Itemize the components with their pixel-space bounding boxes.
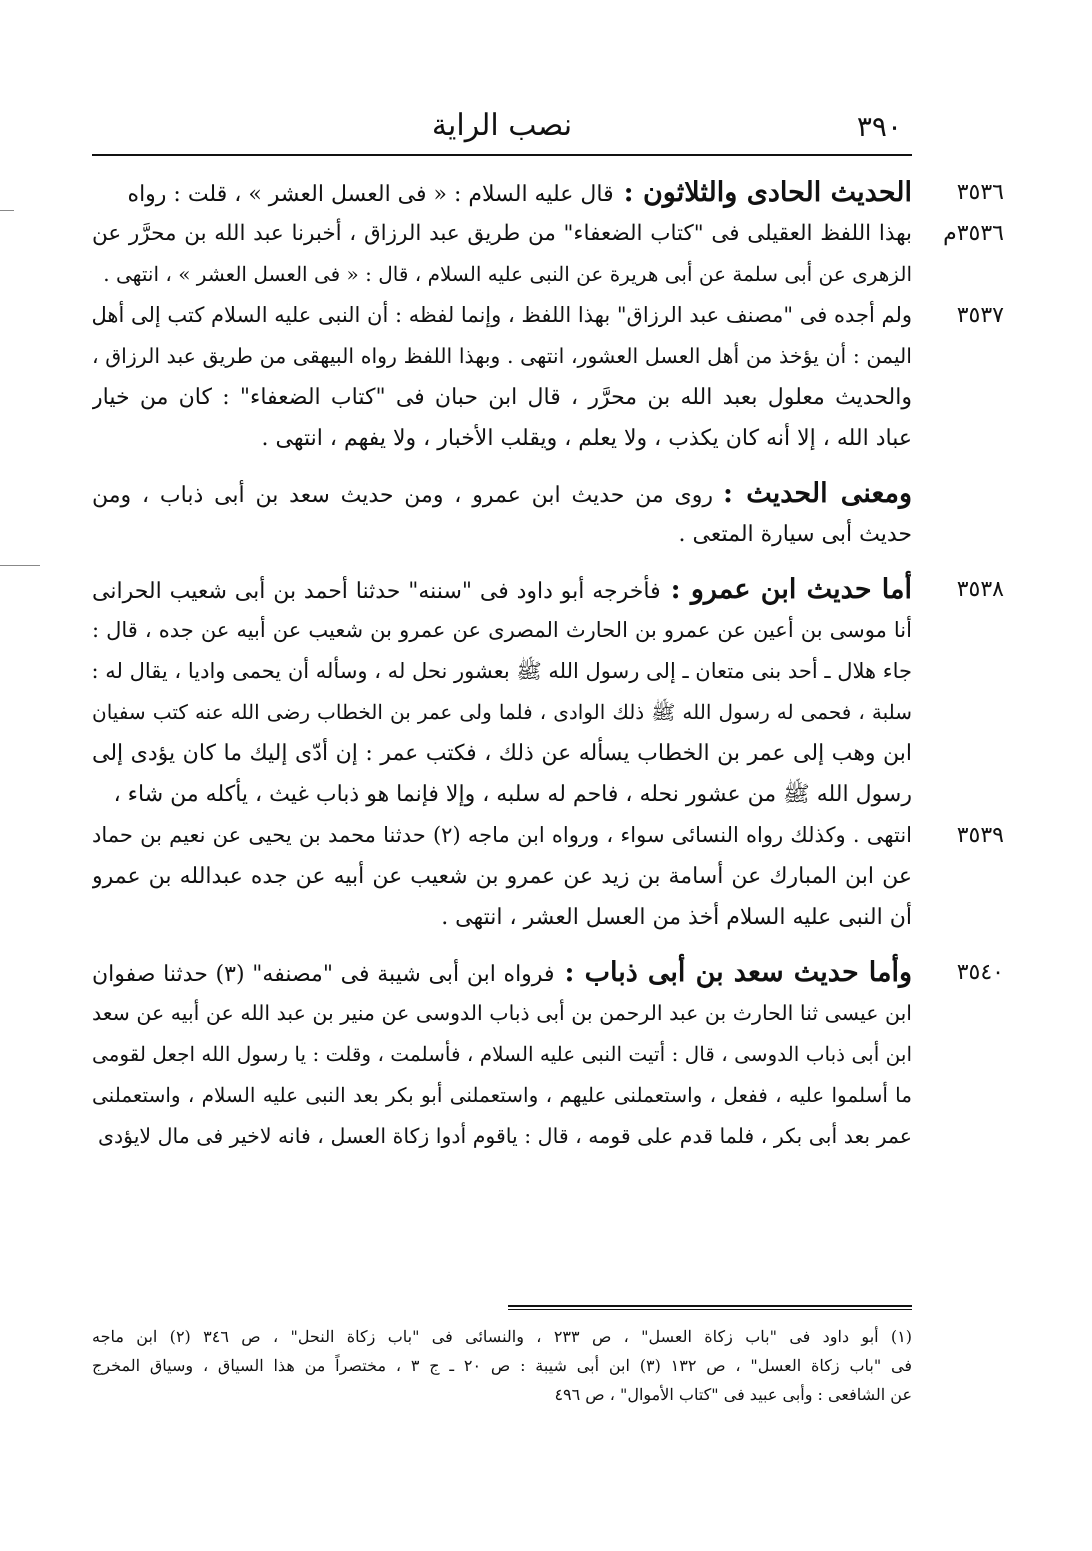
text-line	[92, 295, 912, 336]
line-text: ما أسلموا عليه ، ففعل ، واستعملنى عليهم ، واستعملنى أبو بكر بعد النبى عليه السلام ، واستعملنى	[92, 1083, 912, 1107]
text-line	[92, 774, 912, 815]
hadith-entry	[92, 815, 1004, 938]
text-line	[92, 569, 912, 610]
scan-mark	[0, 565, 40, 566]
text-line	[92, 1075, 912, 1116]
entry-number: ٣٥٤٠	[956, 960, 1004, 985]
footnote-line: (١) أبو داود فى "باب زكاة العسل" ، ص ٢٣٣ ، والنسائى فى "باب زكاة النحل" ، ص ٣٤٦ (٢) ابن ماجه	[92, 1327, 912, 1346]
text-line	[92, 1116, 912, 1157]
footnote-line: فى "باب زكاة العسل" ، ص ١٣٢ (٣) ابن أبى شيبة : ص ٢٠ ـ ج ٣ ، مختصراً من هذا السياق ، وسياق المخرج	[92, 1356, 912, 1375]
line-text: عباد الله ، إلا أنه كان يكذب ، ولا يعلم ، ويقلب الأخبار ، ولا يفهم ، انتهى .	[261, 426, 912, 451]
line-text: قال عليه السلام : « فى العسل العشر » ، قلت : رواه	[127, 182, 614, 207]
line-text: عمر بعد أبى بكر ، فلما قدم على قومه ، قال : ياقوم أدوا زكاة العسل ، فانه لاخير فى مال لايؤدى	[97, 1124, 912, 1148]
line-text: جاء هلال ـ أحد بنى متعان ـ إلى رسول الله ﷺ بعشور نحل له ، وسأله أن يحمى واديا ، يقال له :	[92, 659, 912, 683]
spacer	[92, 938, 912, 952]
footnotes	[92, 1322, 912, 1409]
footnote-line: عن الشافعى : وأبى عبيد فى "كتاب الأموال" ، ص ٤٩٦	[554, 1385, 912, 1404]
text-line	[92, 897, 912, 938]
section-heading: ومعنى الحديث :	[723, 478, 912, 509]
section-heading: الحديث الحادى والثلاثون :	[623, 177, 912, 208]
text-line	[92, 952, 912, 993]
line-text: روى من حديث ابن عمرو ، ومن حديث سعد بن أبى ذباب ، ومن	[92, 483, 714, 508]
hadith-entry	[92, 473, 912, 555]
line-text: فأخرجه أبو داود فى "سننه" حدثنا أحمد بن أبى شعيب الحرانى	[92, 579, 661, 604]
entry-number: ٣٥٣٦	[956, 180, 1004, 205]
text-line	[92, 213, 912, 254]
entry-number: ٣٥٣٩	[956, 823, 1004, 848]
text-line	[92, 254, 912, 295]
text-line	[92, 815, 912, 856]
line-text: الزهرى عن أبى سلمة عن أبى هريرة عن النبى عليه السلام ، قال : « فى العسل العشر » ، انتهى .	[103, 262, 912, 286]
line-text: عن ابن المبارك عن أسامة بن زيد عن عمرو بن شعيب عن أبيه عن جده عبدالله بن عمرو	[92, 864, 912, 889]
text-line	[92, 651, 912, 692]
line-text: فرواه ابن أبى شيبة فى "مصنفه" (٣) حدثنا صفوان	[92, 962, 555, 987]
text-line	[92, 733, 912, 774]
section-heading: وأما حديث سعد بن أبى ذباب :	[564, 957, 912, 988]
text-line	[92, 692, 912, 733]
text-line	[92, 514, 912, 555]
scan-mark	[0, 210, 14, 211]
entry-number: ٣٥٣٦م	[943, 221, 1004, 246]
text-line	[92, 377, 912, 418]
line-text: بهذا اللفظ العقيلى فى "كتاب الضعفاء" من طريق عبد الرزاق ، أخبرنا عبد الله بن محرَّر عن	[92, 221, 912, 246]
footnote-rule	[508, 1305, 912, 1307]
line-text: أنا موسى بن أعين عن عمرو بن الحارث المصرى عن عمرو بن شعيب عن أبيه عن جده ، قال :	[92, 618, 912, 642]
line-text: ابن وهب إلى عمر بن الخطاب يسأله عن ذلك ، فكتب عمر : إن أدّى إليك ما كان يؤدى إلى	[92, 741, 912, 766]
text-line	[92, 418, 912, 459]
footnote-rule-thin	[508, 1309, 912, 1310]
line-text: انتهى . وكذلك رواه النسائى سواء ، ورواه ابن ماجه (٢) حدثنا محمد بن يحيى عن نعيم بن حماد	[92, 823, 912, 847]
running-title: نصب الراية	[431, 108, 573, 143]
line-text: حديث أبى سيارة المتعى .	[678, 522, 912, 547]
text-line	[92, 1034, 912, 1075]
line-text: ولم أجده فى "مصنف عبد الرزاق" بهذا اللفظ ، وإنما لفظه : أن النبى عليه السلام كتب إلى أهل	[92, 303, 912, 327]
section-heading: أما حديث ابن عمرو :	[670, 574, 912, 605]
spacer	[92, 555, 912, 569]
text-line	[92, 336, 912, 377]
line-text: سلبة ، فحمى له رسول الله ﷺ ذلك الوادى ، فلما ولى عمر بن الخطاب رضى الله عنه كتب سفيان	[92, 700, 912, 724]
page-header	[92, 108, 912, 152]
entry-number: ٣٥٣٨	[956, 577, 1004, 602]
text-line	[92, 172, 912, 213]
line-text: ابن أبى ذباب الدوسى ، قال : أتيت النبى عليه السلام ، فأسلمت ، وقلت : يا رسول الله اجعل لقومى	[92, 1042, 912, 1066]
text-line	[92, 993, 912, 1034]
main-text	[92, 172, 1004, 1157]
entry-number: ٣٥٣٧	[956, 303, 1004, 328]
hadith-entry	[92, 213, 1004, 295]
hadith-entry	[92, 569, 1004, 815]
line-text: رسول الله ﷺ من عشور نحله ، فاحم له سلبه ، وإلا فإنما هو ذباب غيث ، يأكله من شاء ،	[113, 782, 912, 807]
text-line	[92, 473, 912, 514]
page-number: ٣٩٠	[856, 110, 902, 143]
line-text: والحديث معلول بعبد الله بن محرَّر ، قال ابن حبان فى "كتاب الضعفاء" : كان من خيار	[92, 385, 912, 410]
hadith-entry	[92, 295, 1004, 459]
line-text: اليمن : أن يؤخذ من أهل العسل العشور، انتهى . وبهذا اللفظ رواه البيهقى من طريق عبد الرزاق ،	[92, 344, 912, 368]
text-line	[92, 610, 912, 651]
line-text: ابن عيسى ثنا الحارث بن عبد الرحمن بن أبى ذباب الدوسى عن منير بن عبد الله عن أبيه عن سعد	[92, 1001, 912, 1025]
spacer	[92, 459, 912, 473]
hadith-entry	[92, 952, 1004, 1157]
text-line	[92, 856, 912, 897]
line-text: أن النبى عليه السلام أخذ من العسل العشر ، انتهى .	[441, 905, 912, 930]
hadith-entry	[92, 172, 1004, 213]
header-rule	[92, 154, 912, 156]
